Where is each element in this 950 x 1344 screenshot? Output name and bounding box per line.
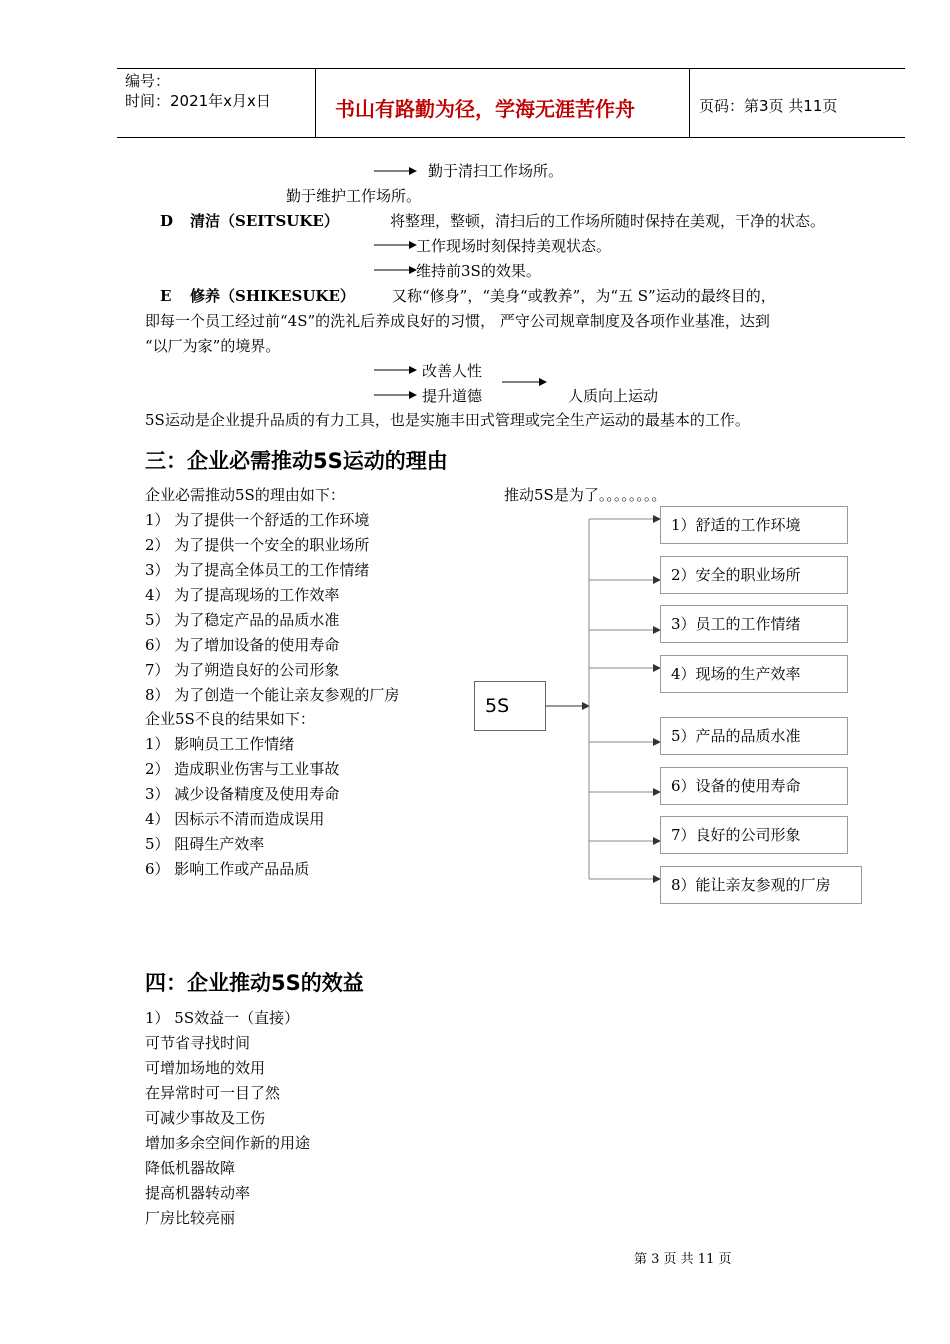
line-maintain: 勤于维护工作场所。 (286, 187, 422, 205)
footer-page-number: 第 3 页 共 11 页 (634, 1252, 732, 1267)
bad-item: 3） 减少设备精度及使用寿命 (145, 785, 340, 803)
benefit-item: 增加多余空间作新的用途 (145, 1134, 311, 1152)
section4-title: 四：企业推动5S的效益 (145, 971, 364, 995)
bad-item: 6） 影响工作或产品品质 (145, 860, 310, 878)
item-e-arrow1: 改善人性 (422, 362, 483, 380)
reason-item: 3） 为了提高全体员工的工作情绪 (145, 561, 370, 579)
benefit-item: 厂房比较亮丽 (145, 1209, 236, 1227)
bad-item: 2） 造成职业伤害与工业事故 (145, 760, 340, 778)
benefit-item: 可减少事故及工伤 (145, 1109, 266, 1127)
reason-item: 6） 为了增加设备的使用寿命 (145, 636, 340, 654)
reason-item: 1） 为了提供一个舒适的工作环境 (145, 511, 370, 529)
benefit-item: 可增加场地的效用 (145, 1059, 266, 1077)
item-d-arrow1: 工作现场时刻保持美观状态。 (416, 237, 612, 255)
header-time-label: 时间：2021年x月x日 (125, 92, 271, 110)
reasons-intro: 企业必需推动5S的理由如下： (145, 486, 345, 504)
item-d-desc: 将整理，整顿，清扫后的工作场所随时保持在美观，干净的状态。 (390, 212, 826, 230)
diagram-box: 2）安全的职业场所 (660, 556, 848, 594)
item-d-title: 清洁（SEITSUKE） (190, 212, 339, 230)
item-e-desc1: 又称“修身”，“美身“或教养”，为“五 S”运动的最终目的， (392, 287, 776, 305)
item-d-arrow2: 维持前3S的效果。 (416, 262, 541, 280)
arrow-text-clean: 勤于清扫工作场所。 (428, 162, 564, 180)
section3-title: 三：企业必需推动5S运动的理由 (145, 449, 448, 473)
diagram-box: 7）良好的公司形象 (660, 816, 848, 854)
diagram-box: 3）员工的工作情绪 (660, 605, 848, 643)
summary-text: 5S运动是企业提升品质的有力工具，也是实施丰田式管理或完全生产运动的最基本的工作。 (145, 411, 750, 429)
diagram-box: 6）设备的使用寿命 (660, 767, 848, 805)
item-e-arrow2: 提升道德 (422, 387, 483, 405)
benefit-item: 提高机器转动率 (145, 1184, 251, 1202)
diagram-box: 4）现场的生产效率 (660, 655, 848, 693)
reason-item: 8） 为了创造一个能让亲友参观的厂房 (145, 686, 400, 704)
bad-intro: 企业5S不良的结果如下： (145, 710, 315, 728)
reason-item: 7） 为了朔造良好的公司形象 (145, 661, 340, 679)
diagram-center-box: 5S (474, 681, 546, 731)
bad-item: 5） 阻碍生产效率 (145, 835, 265, 853)
benefit-heading: 1） 5S效益一（直接） (145, 1009, 300, 1027)
item-e-title: 修养（SHIKESUKE） (190, 287, 355, 305)
benefit-item: 可节省寻找时间 (145, 1034, 251, 1052)
item-e-label: E (160, 287, 172, 305)
benefit-item: 降低机器故障 (145, 1159, 236, 1177)
item-e-desc2: 即每一个员工经过前“4S”的洗礼后养成良好的习惯， 严守公司规章制度及各项作业基准，达到 (145, 312, 770, 330)
item-e-desc3: “以厂为家”的境界。 (145, 337, 281, 355)
header-page-label: 页码：第3页 共11页 (699, 97, 838, 115)
bad-item: 4） 因标示不清而造成误用 (145, 810, 325, 828)
diagram-title: 推动5S是为了。。。。。。。。 (504, 486, 667, 504)
item-d-label: D (160, 212, 174, 230)
benefit-item: 在异常时可一目了然 (145, 1084, 281, 1102)
diagram-box: 5）产品的品质水准 (660, 717, 848, 755)
diagram-box: 1）舒适的工作环境 (660, 506, 848, 544)
reason-item: 2） 为了提供一个安全的职业场所 (145, 536, 370, 554)
header-number-label: 编号： (125, 72, 171, 90)
item-e-result: 人质向上运动 (568, 387, 659, 405)
reason-item: 4） 为了提高现场的工作效率 (145, 586, 340, 604)
diagram-box: 8）能让亲友参观的厂房 (660, 866, 862, 904)
bad-item: 1） 影响员工工作情绪 (145, 735, 295, 753)
reason-item: 5） 为了稳定产品的品质水准 (145, 611, 340, 629)
header-motto: 书山有路勤为径，学海无涯苦作舟 (335, 97, 635, 121)
